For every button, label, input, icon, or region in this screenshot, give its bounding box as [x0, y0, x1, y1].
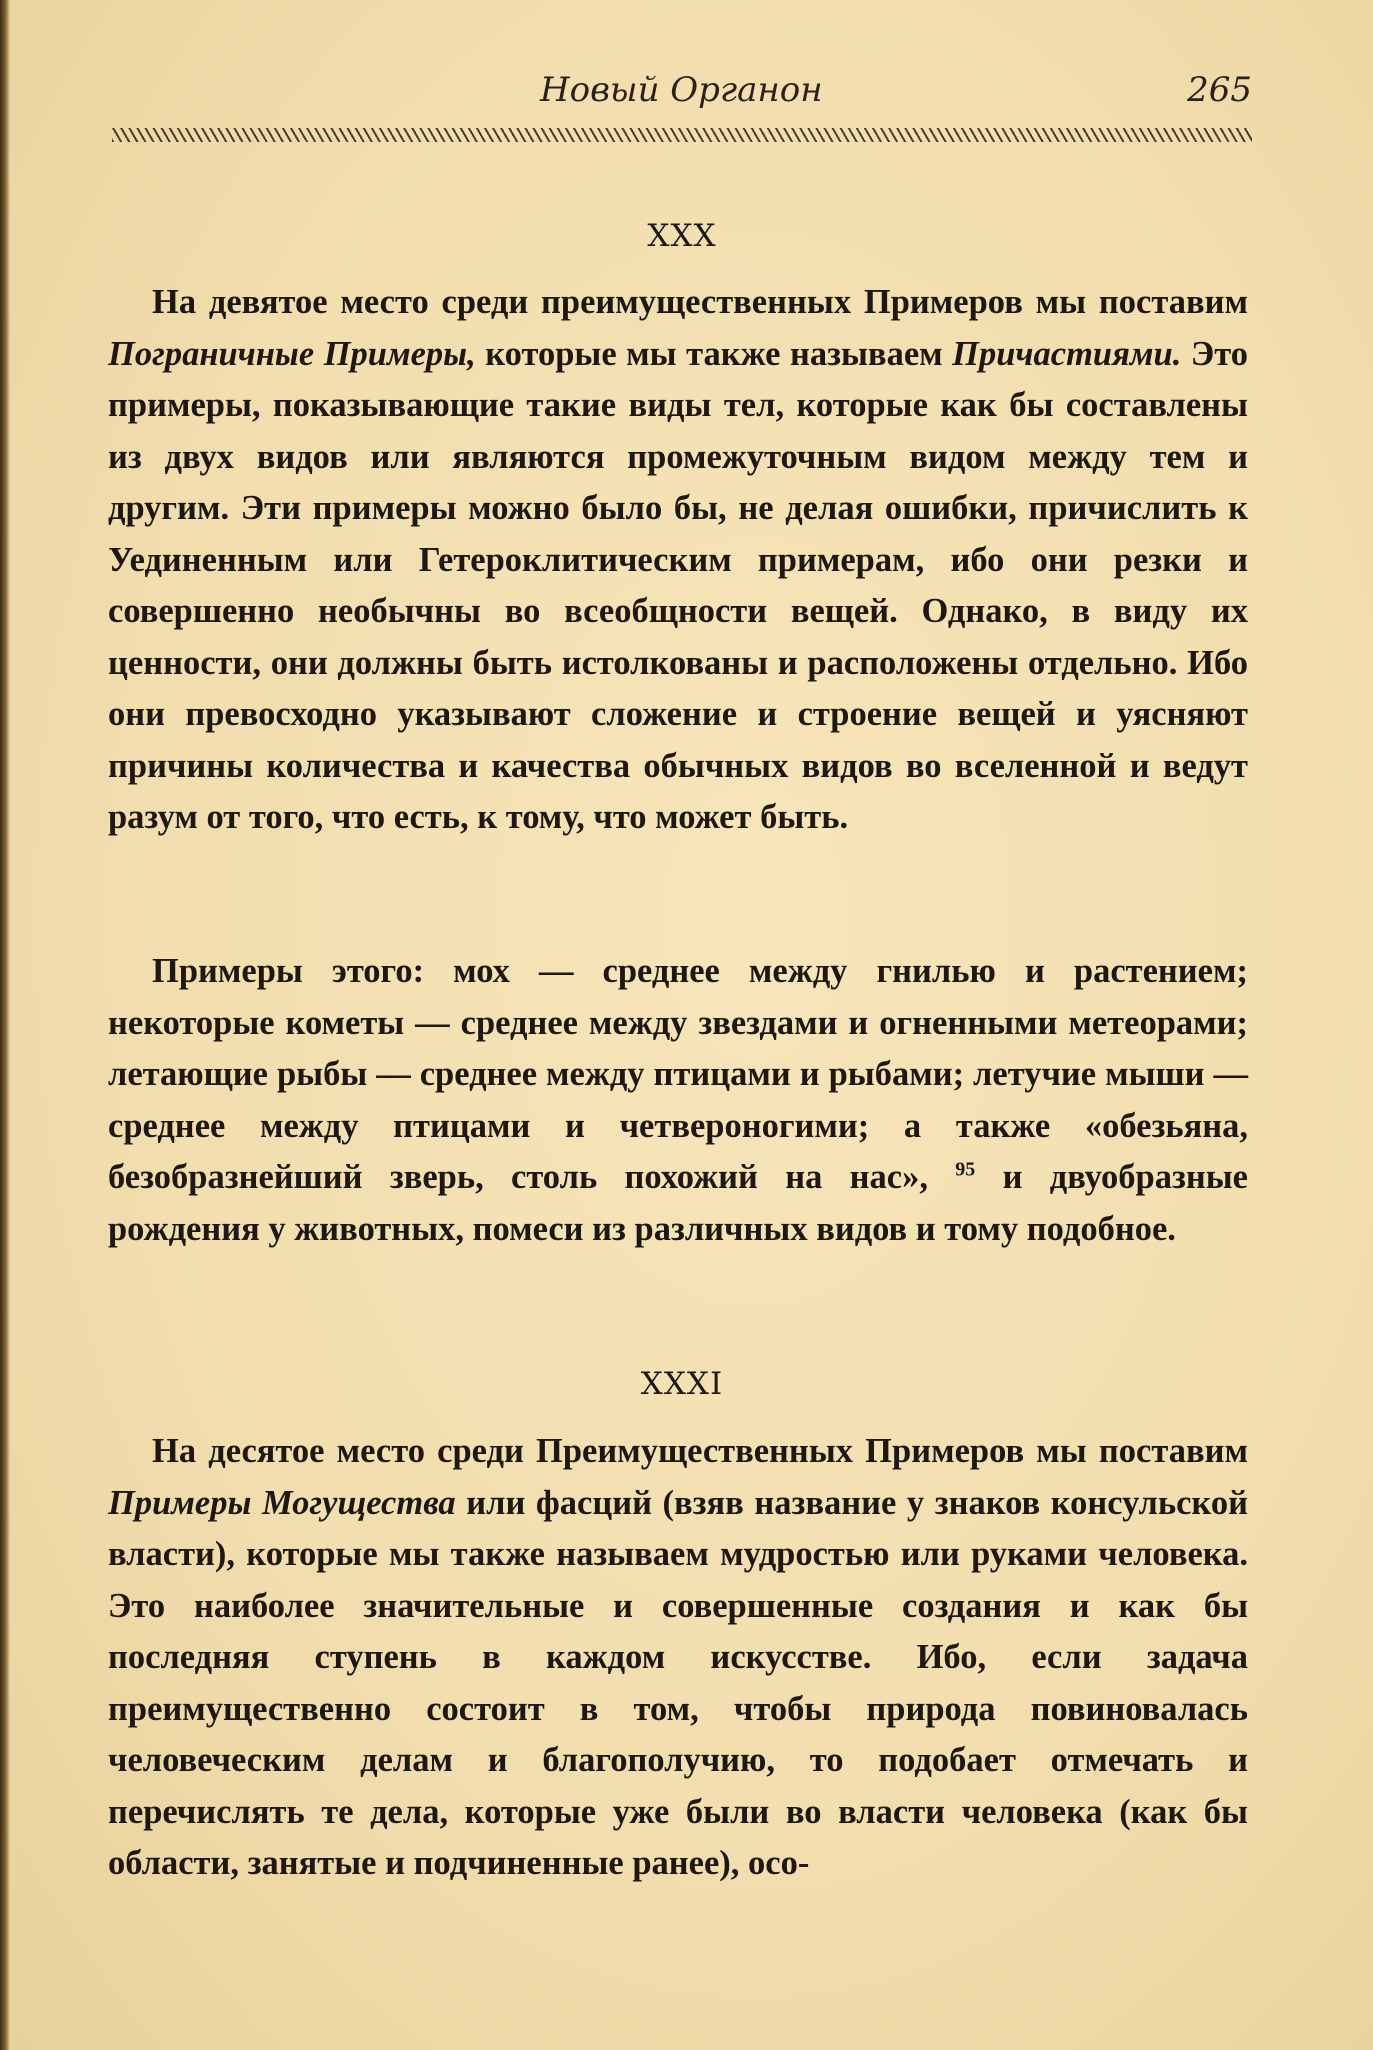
italic-term: Примеры Могущества: [108, 1483, 456, 1522]
section-heading-xxx: XXX: [647, 218, 717, 254]
running-header: [112, 70, 1252, 120]
page-number: 265: [1187, 70, 1252, 110]
running-title: Новый Органон: [540, 70, 823, 110]
italic-term: Причастиями.: [952, 334, 1182, 373]
text-run: На десятое место среди Преимущественных Примеров мы поставим: [152, 1432, 1248, 1470]
italic-term: Пограничные Примеры,: [108, 334, 476, 373]
text-run: Примеры этого: мох — среднее между гнилью и растением; некоторые кометы — среднее между звездами и огненными метеорами; летающие рыбы — среднее между птицами и рыбами; летучие мыши — среднее между птицами и четвероногими; а также «обезьяна, безобразнейший зверь, столь похожий на нас»,: [108, 952, 1248, 1196]
footnote-ref: 95: [955, 1158, 976, 1181]
text-run: и двуобразные рождения у животных, помеси из различных видов и тому подобное.: [108, 1158, 1248, 1248]
paragraph-1: [108, 277, 1248, 844]
paragraph-2: [108, 946, 1248, 1255]
text-run: Это примеры, показывающие такие виды тел, которые как бы составлены из двух видов или являются промежуточным видом между тем и другим. Эти примеры можно было бы, не делая ошибки, причислить к Уединенным или Гетероклитическим примерам, ибо они резки и совершенно необычны во всеобщности вещей. Однако, в виду их ценности, они должны быть истолкованы и расположены отдельно. Ибо они превосходно указывают сложение и строение вещей и уясняют причины количества и качества обычных видов во вселенной и ведут разум от того, что есть, к тому, что может быть.: [108, 334, 1249, 836]
ornamental-rule: [112, 128, 1252, 142]
paragraph-3: [108, 1426, 1248, 1890]
section-heading-xxxi: XXXI: [640, 1366, 724, 1402]
text-run: На девятое место среди преимущественных Примеров мы поставим: [152, 283, 1248, 321]
page-edge: [0, 0, 10, 2050]
text-run: или фасций (взяв название у знаков консульской власти), которые мы также называем мудростью или руками человека. Это наиболее значительные и совершенные создания и как бы последняя ступень в каждом искусстве. Ибо, если задача преимущественно состоит в том, чтобы природа повиновалась человеческим делам и благополучию, то подобает отмечать и перечислять те дела, которые уже были во власти человека (как бы области, занятые и подчиненные ранее), осо-: [108, 1483, 1248, 1882]
text-run: которые мы также называем: [475, 334, 953, 373]
